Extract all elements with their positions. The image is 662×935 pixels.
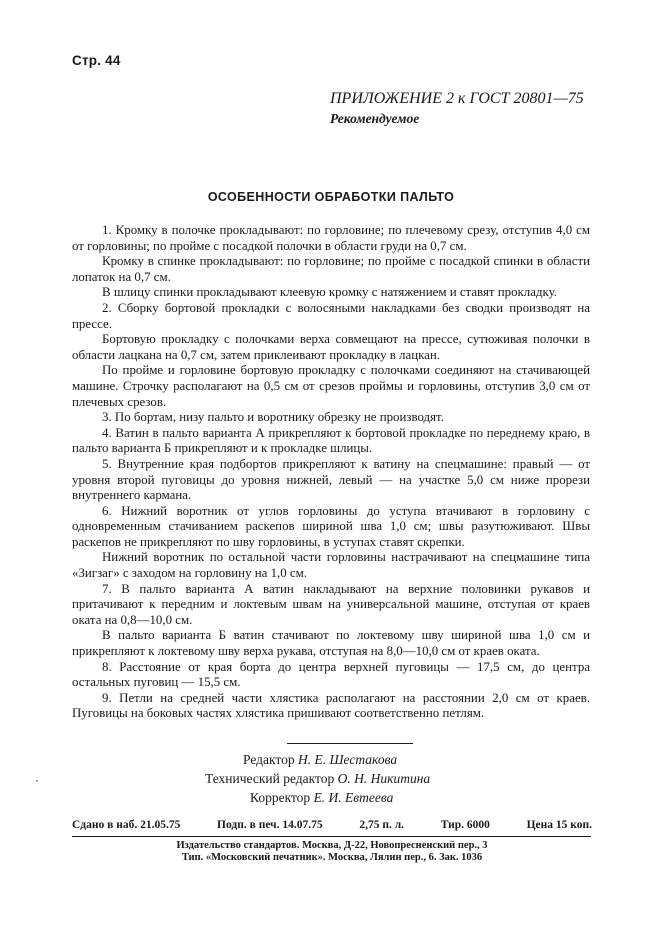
paragraph: В пальто варианта Б ватин стачивают по локтевому шву шириной шва 1,0 см и прикрепляют к локтевому шву верха рукава, отступая на 8,0—10,0 см от краев оката. <box>72 628 590 659</box>
credit-technical-editor <box>205 769 525 788</box>
imprint-sheets: 2,75 п. л. <box>359 819 405 831</box>
credits-divider <box>287 743 413 744</box>
credit-editor <box>205 750 525 769</box>
credit-role: Технический редактор <box>205 771 335 786</box>
credit-role: Редактор <box>243 752 295 767</box>
page-number: Стр. 44 <box>72 53 121 68</box>
paragraph: 2. Сборку бортовой прокладки с волосяными накладками без сводки производят на прессе. <box>72 300 590 331</box>
paragraph: 8. Расстояние от края борта до центра верхней пуговицы — 17,5 см, до центра остальных пуговиц — 15,5 см. <box>72 659 590 690</box>
imprint-print-run: Тир. 6000 <box>440 819 490 831</box>
imprint-line <box>72 819 592 831</box>
imprint-signed: Подп. в печ. 14.07.75 <box>217 819 323 831</box>
paragraph: 9. Петли на средней части хлястика располагают на расстоянии 2,0 см от краев. Пуговицы на боковых частях хлястика пришивают соответственно петлям. <box>72 690 590 721</box>
paragraph: По пройме и горловине бортовую прокладку с полочками соединяют на стачивающей машине. Строчку располагают на 0,5 см от срезов проймы и горловины, отступив 3,0 см от плечевых срезов. <box>72 363 590 409</box>
credit-name: Е. И. Евтеева <box>313 790 394 805</box>
credit-proofreader <box>205 788 525 807</box>
appendix-status: Рекомендуемое <box>330 111 420 126</box>
publisher-line: Издательство стандартов. Москва, Д-22, Новопресненский пер., 3 <box>176 840 488 851</box>
paragraph: Бортовую прокладку с полочками верха совмещают на прессе, сутюживая полочки в области лацкана на 0,7 см, затем приклеивают прокладку в лацкан. <box>72 332 590 362</box>
paragraph: Нижний воротник по остальной части горловины настрачивают на спецмашине типа «Зигзаг» с заходом на горловину на 1,0 см. <box>72 550 590 581</box>
imprint-rule <box>72 836 591 837</box>
paragraph: 3. По бортам, низу пальто и воротнику обрезку не производят. <box>102 410 444 425</box>
paragraph: 4. Ватин в пальто варианта А прикрепляют к бортовой прокладке по переднему краю, в пальто варианта Б прикрепляют и к прокладке шлицы. <box>72 425 590 456</box>
paragraph: 5. Внутренние края подбортов прикрепляют к ватину на спецмашине: правый — от уровня второй пуговицы до уровня нижней, левый — на участке 5,0 см ниже прорези внутреннего кармана. <box>72 456 590 503</box>
paragraph: 1. Кромку в полочке прокладывают: по горловине; по плечевому срезу, отступив 4,0 см от горловины; по пройме с посадкой полочки в области груди на 0,7 см. <box>72 223 590 253</box>
credit-role: Корректор <box>250 790 311 805</box>
credit-name: Н. Е. Шестакова <box>297 752 398 767</box>
paragraph: 7. В пальто варианта А ватин накладывают на верхние половинки рукавов и притачивают к передним и локтевым швам на универсальной машине, отступая от краев оката на 0,8—10,0 см. <box>72 581 590 627</box>
document-title: ОСОБЕННОСТИ ОБРАБОТКИ ПАЛЬТО <box>207 190 455 204</box>
paragraph: 6. Нижний воротник от углов горловины до уступа втачивают в горловину с одновременным стачиванием раскепов шириной шва 1,0 см; швы разутюживают. Швы раскепов не прикрепляют по шву горловины, в уступах ставят скрепки. <box>72 503 590 549</box>
credits-block <box>205 750 525 807</box>
document-body <box>72 223 590 722</box>
margin-speck <box>36 780 38 782</box>
imprint-price: Цена 15 коп. <box>526 819 592 831</box>
credit-name: О. Н. Никитина <box>337 771 431 786</box>
paragraph: Кромку в спинке прокладывают: по горловине; по пройме с посадкой спинки в области лопаток на 0,7 см. <box>72 254 590 284</box>
appendix-header <box>330 89 605 129</box>
publisher-info <box>72 840 592 864</box>
printer-line: Тип. «Московский печатник». Москва, Лялин пер., 6. Зак. 1036 <box>181 852 483 863</box>
appendix-title: ПРИЛОЖЕНИЕ 2 к ГОСТ 20801—75 <box>330 90 584 107</box>
imprint-submitted: Сдано в наб. 21.05.75 <box>72 819 181 831</box>
paragraph: В шлицу спинки прокладывают клеевую кромку с натяжением и ставят прокладку. <box>102 285 557 300</box>
